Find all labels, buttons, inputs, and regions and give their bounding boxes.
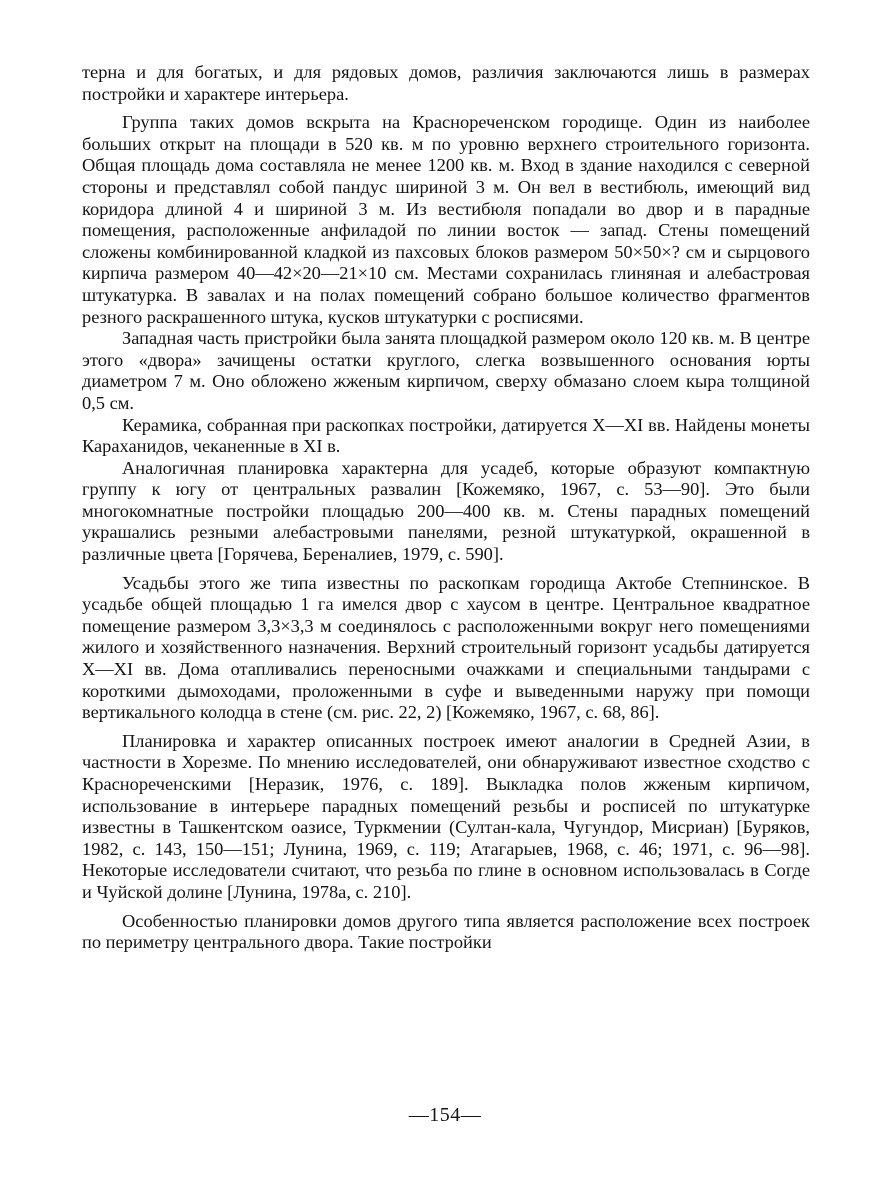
paragraph-6: Усадьбы этого же типа известны по раскопкам городища Актобе Степнинское. В усадьбе общей площадью 1 га имелся двор с хаусом в центре. Центральное квадратное помещение размером 3,3×3,3 м соединялось с расположенными вокруг него помещениями жилого и хозяйственного назначения. Верхний строительный горизонт усадьбы датируется X—XI вв. Дома отапливались переносными очажками и специальными тандырами с короткими дымоходами, проложенными в суфе и выведенными наружу при помощи вертикального колодца в стене (см. рис. 22, 2) [Кожемяко, 1967, с. 68, 86]. [82, 572, 810, 723]
paragraph-7: Планировка и характер описанных построек имеют аналогии в Средней Азии, в частности в Хорезме. По мнению исследователей, они обнаруживают известное сходство с Краснореченскими [Неразик, 1976, с. 189]. Выкладка полов жженым кирпичом, использование в интерьере парадных помещений резьбы и росписей по штукатурке известны в Ташкентском оазисе, Туркмении (Султан-кала, Чугундор, Мисриан) [Буряков, 1982, с. 143, 150—151; Лунина, 1969, с. 119; Атагарыев, 1968, с. 46; 1971, с. 96—98]. Некоторые исследователи считают, что резьба по глине в основном использовалась в Согде и Чуйской долине [Лунина, 1978а, с. 210]. [82, 730, 810, 902]
paragraph-3: Западная часть пристройки была занята площадкой размером около 120 кв. м. В центре этого «двора» зачищены остатки круглого, слегка возвышенного основания юрты диаметром 7 м. Оно обложено жженым кирпичом, сверху обмазано слоем кыра толщиной 0,5 см. [82, 328, 810, 413]
paragraph-5: Аналогичная планировка характерна для усадеб, которые образуют компактную группу к югу от центральных развалин [Кожемяко, 1967, с. 53—90]. Это были многокомнатные постройки площадью 200—400 кв. м. Стены парадных помещений украшались резными алебастровыми панелями, резной штукатуркой, окрашенной в различные цвета [Горячева, Береналиев, 1979, с. 590]. [82, 457, 810, 565]
paragraph-8: Особенностью планировки домов другого типа является расположение всех построек по периметру центрального двора. Такие постройки [82, 910, 810, 953]
page-number: —154— [408, 1104, 482, 1126]
paragraph-1: терна и для богатых, и для рядовых домов, различия заключаются лишь в размерах постройки и характере интерьера. [82, 62, 810, 104]
paragraph-4: Керамика, собранная при раскопках постройки, датируется X—XI вв. Найдены монеты Караханидов, чеканенные в XI в. [82, 414, 810, 457]
page-body [82, 62, 810, 954]
paragraph-2: Группа таких домов вскрыта на Краснореченском городище. Один из наиболее больших открыт на площади в 520 кв. м по уровню верхнего строительного горизонта. Общая площадь дома составляла не менее 1200 кв. м. Вход в здание находился с северной стороны и представлял собой пандус шириной 3 м. Он вел в вестибюль, имеющий вид коридора длиной 4 и шириной 3 м. Из вестибюля попадали во двор и в парадные помещения, расположенные анфиладой по линии восток — запад. Стены помещений сложены комбинированной кладкой из пахсовых блоков размером 50×50×? см и сырцового кирпича размером 40—42×20—21×10 см. Местами сохранилась глиняная и алебастровая штукатурка. В завалах и на полах помещений собрано большое количество фрагментов резного раскрашенного штука, кусков штукатурки с росписями. [82, 112, 810, 327]
